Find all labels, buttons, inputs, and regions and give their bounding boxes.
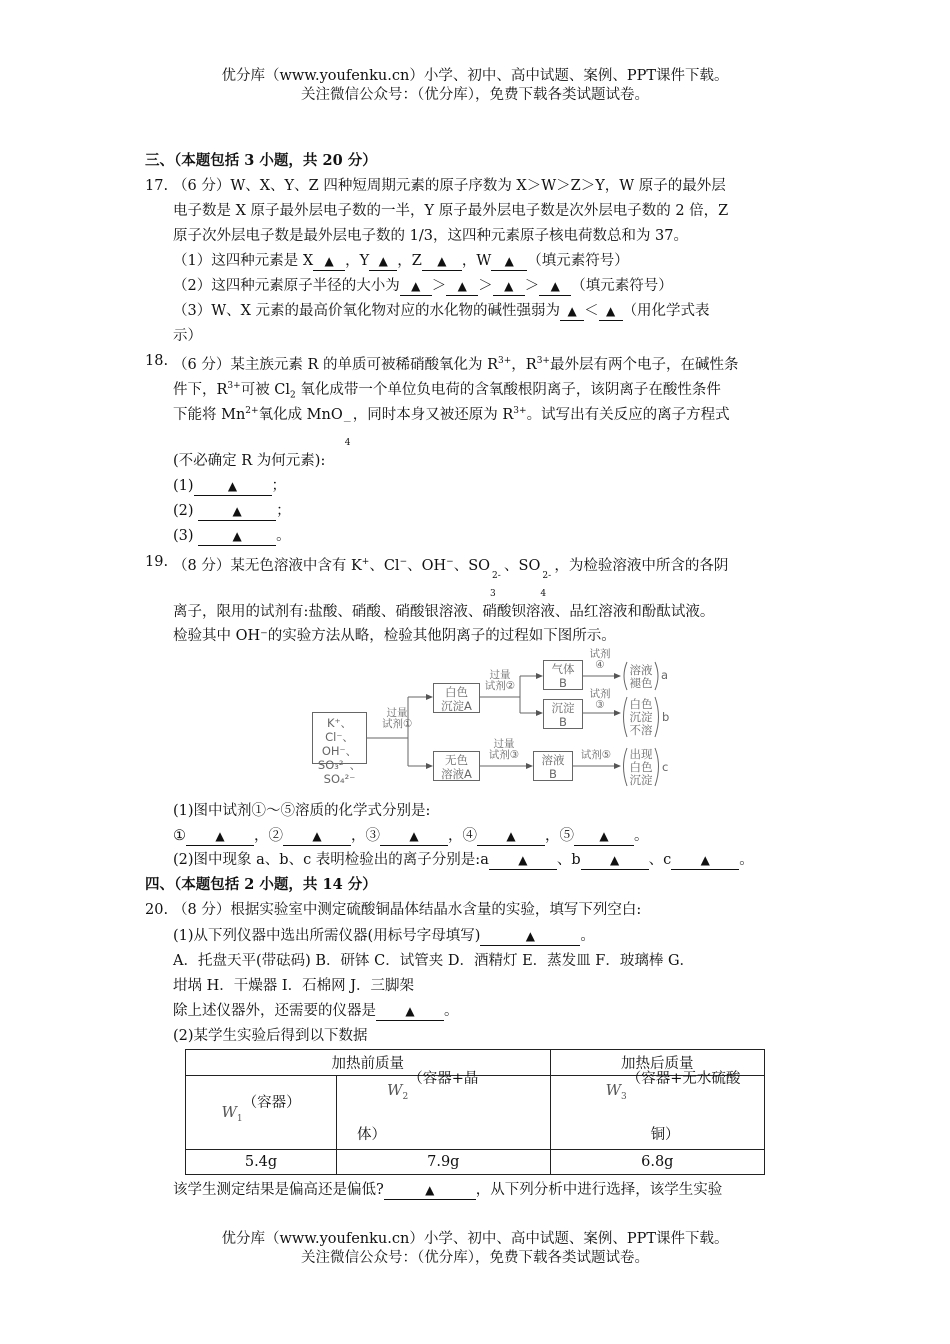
answer-blank[interactable]: ▲ xyxy=(376,1002,444,1021)
q19-number: 19. xyxy=(145,554,169,570)
result-label-a: a xyxy=(661,668,669,682)
q18-item-1: (1) ▲ ； xyxy=(173,478,287,494)
q20-options-1: A．托盘天平(带砝码) B．研钵 C．试管夹 D．酒精灯 E．蒸发皿 F．玻璃棒 G． xyxy=(173,953,695,969)
answer-blank[interactable]: ▲ xyxy=(384,1181,476,1200)
q17-number: 17. xyxy=(145,178,169,194)
fade-result: 溶液 褪色 xyxy=(629,663,653,690)
answer-blank[interactable]: ▲ xyxy=(313,252,345,271)
answer-blank[interactable]: ▲ xyxy=(369,252,397,271)
q17-part-1: （1）这四种元素是 X ▲ ，Y ▲ ，Z ▲ ，W ▲ （填元素符号） xyxy=(173,253,629,269)
q19-line-1: （8 分）某无色溶液中含有 K+、Cl−、OH−、SO 2- 3 、SO 2- 4 ，为检验溶液中所含的各阴 xyxy=(173,557,729,599)
q17-part-2: （2）这四种元素原子半径的大小为 ▲ ＞ ▲ ＞ ▲ ＞ ▲ （填元素符号） xyxy=(173,278,673,294)
q18-line-4: (不必确定 R 为何元素): xyxy=(173,453,326,469)
start-ions-box: K⁺、Cl⁻、 OH⁻、SO₃²⁻、 SO₄²⁻ xyxy=(312,712,367,764)
section-4-title: 四、（本题包括 2 小题，共 14 分） xyxy=(145,876,377,893)
answer-blank[interactable]: ▲ xyxy=(493,277,525,296)
q18-number: 18. xyxy=(145,353,169,369)
colorless-solution-a-box: 无色 溶液A xyxy=(433,751,480,781)
q19-part-1: (1)图中试剂①～⑤溶质的化学式分别是: xyxy=(173,803,431,819)
answer-blank[interactable]: ▲ xyxy=(194,477,272,496)
q18-item-2: (2) ▲ ； xyxy=(173,503,291,519)
answer-blank[interactable]: ▲ xyxy=(400,277,432,296)
result-label-c: c xyxy=(662,760,669,774)
table-cell-w3: $W_3$（容器+无水硫酸 铜） xyxy=(550,1076,764,1150)
precipitate-b-box: 沉淀 B xyxy=(543,699,583,729)
table-value-w2: 7.9g xyxy=(337,1150,551,1175)
answer-blank[interactable]: ▲ xyxy=(671,851,739,870)
mass-data-table xyxy=(185,1049,765,1175)
q17-line-1: （6 分）W、X、Y、Z 四种短周期元素的原子序数为 X＞W＞Z＞Y，W 原子的最外层 xyxy=(173,178,726,194)
table-header-after: 加热后质量 xyxy=(550,1050,764,1076)
answer-blank[interactable]: ▲ xyxy=(477,827,545,846)
footer-line-1: 优分库（www.youfenku.cn）小学、初中、高中试题、案例、PPT课件下载。 xyxy=(221,1231,729,1247)
q17-line-2: 电子数是 X 原子最外层电子数的一半，Y 原子最外层电子数是次外层电子数的 2 倍，Z xyxy=(173,203,729,219)
q19-line-2: 离子，限用的试剂有:盐酸、硝酸、硝酸银溶液、硝酸钡溶液、品红溶液和酚酞试液。 xyxy=(173,604,715,620)
answer-blank[interactable]: ▲ xyxy=(574,827,634,846)
answer-blank[interactable]: ▲ xyxy=(283,827,351,846)
table-value-w1: 5.4g xyxy=(186,1150,337,1175)
answer-blank[interactable]: ▲ xyxy=(491,252,527,271)
q18-line-3: 下能将 $Mn^{2+}$氧化成 MnO － 4 ，同时本身又被还原为 $R^{3+}$。试写出有关反应的离子方程式 xyxy=(173,406,730,448)
white-ppt-result: 出现 白色 沉淀 xyxy=(629,747,653,787)
table-cell-w2: $W_2$（容器+晶 体） xyxy=(337,1076,551,1150)
q18-line-2: 件下，$R^{3+}$可被 $Cl_2$ 氧化成带一个单位负电荷的含氧酸根阴离子，该阴离子在酸性条件 xyxy=(173,381,721,401)
table-cell-w1: $W_1$（容器） xyxy=(186,1076,337,1150)
q20-line-2: (1)从下列仪器中选出所需仪器(用标号字母填写) ▲ 。 xyxy=(173,928,595,944)
q19-part-2: (2)图中现象 a、b、c 表明检验出的离子分别是:a ▲ 、b ▲ 、c ▲ 。 xyxy=(173,852,754,868)
q19-line-3: 检验其中 OH⁻的实验方法从略，检验其他阴离子的过程如下图所示。 xyxy=(173,628,616,644)
insoluble-result: 白色 沉淀 不溶 xyxy=(629,697,653,737)
q20-number: 20. xyxy=(145,902,169,918)
arrow-low-label: 过量 试剂③ xyxy=(488,738,520,761)
answer-blank[interactable]: ▲ xyxy=(198,527,276,546)
q17-line-3: 原子次外层电子数是最外层电子数的 1/3，这四种元素原子核电荷数总和为 37。 xyxy=(173,228,689,244)
arrow-1-label: 过量 试剂① xyxy=(382,707,413,730)
answer-blank[interactable]: ▲ xyxy=(186,827,254,846)
q20-line-5: 除上述仪器外，还需要的仪器是 ▲ 。 xyxy=(173,1003,459,1019)
answer-blank[interactable]: ▲ xyxy=(581,851,649,870)
result-label-b: b xyxy=(662,710,670,724)
table-value-w3: 6.8g xyxy=(550,1150,764,1175)
q18-item-3: (3) ▲ 。 xyxy=(173,528,291,544)
answer-blank[interactable]: ▲ xyxy=(560,302,584,321)
arrow-3-label: 试剂 ③ xyxy=(589,688,611,711)
answer-blank[interactable]: ▲ xyxy=(480,927,580,946)
q20-line-1: （8 分）根据实验室中测定硫酸铜晶体结晶水含量的实验，填写下列空白: xyxy=(173,902,642,918)
answer-blank[interactable]: ▲ xyxy=(489,851,557,870)
q17-part-3-cont: 示） xyxy=(173,328,202,344)
q20-line-6: (2)某学生实验后得到以下数据 xyxy=(173,1028,368,1044)
q20-line-7: 该学生测定结果是偏高还是偏低? ▲ ，从下列分析中进行选择，该学生实验 xyxy=(173,1182,723,1198)
q20-options-2: 坩埚 H．干燥器 I．石棉网 J．三脚架 xyxy=(173,978,415,994)
arrow-2-label: 过量 试剂② xyxy=(484,669,516,692)
q18-line-1: （6 分）某主族元素 R 的单质可被稀硝酸氧化为 $R^{3+}$，$R^{3+}$最外层有两个电子，在碱性条 xyxy=(173,356,739,373)
arrow-5-label: 试剂⑤ xyxy=(580,749,612,761)
answer-blank[interactable]: ▲ xyxy=(198,502,276,521)
q17-part-3: （3）W、X 元素的最高价氧化物对应的水化物的碱性强弱为 ▲ ＜ ▲ （用化学式表 xyxy=(173,303,710,319)
header-line-2: 关注微信公众号：（优分库），免费下载各类试题试卷。 xyxy=(301,87,649,103)
white-precipitate-a-box: 白色 沉淀A xyxy=(433,683,480,713)
solution-b-box: 溶液 B xyxy=(533,751,573,781)
table-header-before: 加热前质量 xyxy=(186,1050,551,1076)
gas-b-box: 气体 B xyxy=(543,660,583,690)
answer-blank[interactable]: ▲ xyxy=(539,277,571,296)
answer-blank[interactable]: ▲ xyxy=(380,827,448,846)
footer-line-2: 关注微信公众号：（优分库），免费下载各类试题试卷。 xyxy=(301,1250,649,1266)
answer-blank[interactable]: ▲ xyxy=(446,277,478,296)
section-3-title: 三、（本题包括 3 小题，共 20 分） xyxy=(145,152,377,169)
answer-blank[interactable]: ▲ xyxy=(422,252,462,271)
arrow-4-label: 试剂 ④ xyxy=(589,648,611,671)
header-line-1: 优分库（www.youfenku.cn）小学、初中、高中试题、案例、PPT课件下载。 xyxy=(221,68,729,84)
q19-reagent-blanks: ① ▲ ，② ▲ ，③ ▲ ，④ ▲ ，⑤ ▲ 。 xyxy=(173,828,649,844)
answer-blank[interactable]: ▲ xyxy=(599,302,623,321)
